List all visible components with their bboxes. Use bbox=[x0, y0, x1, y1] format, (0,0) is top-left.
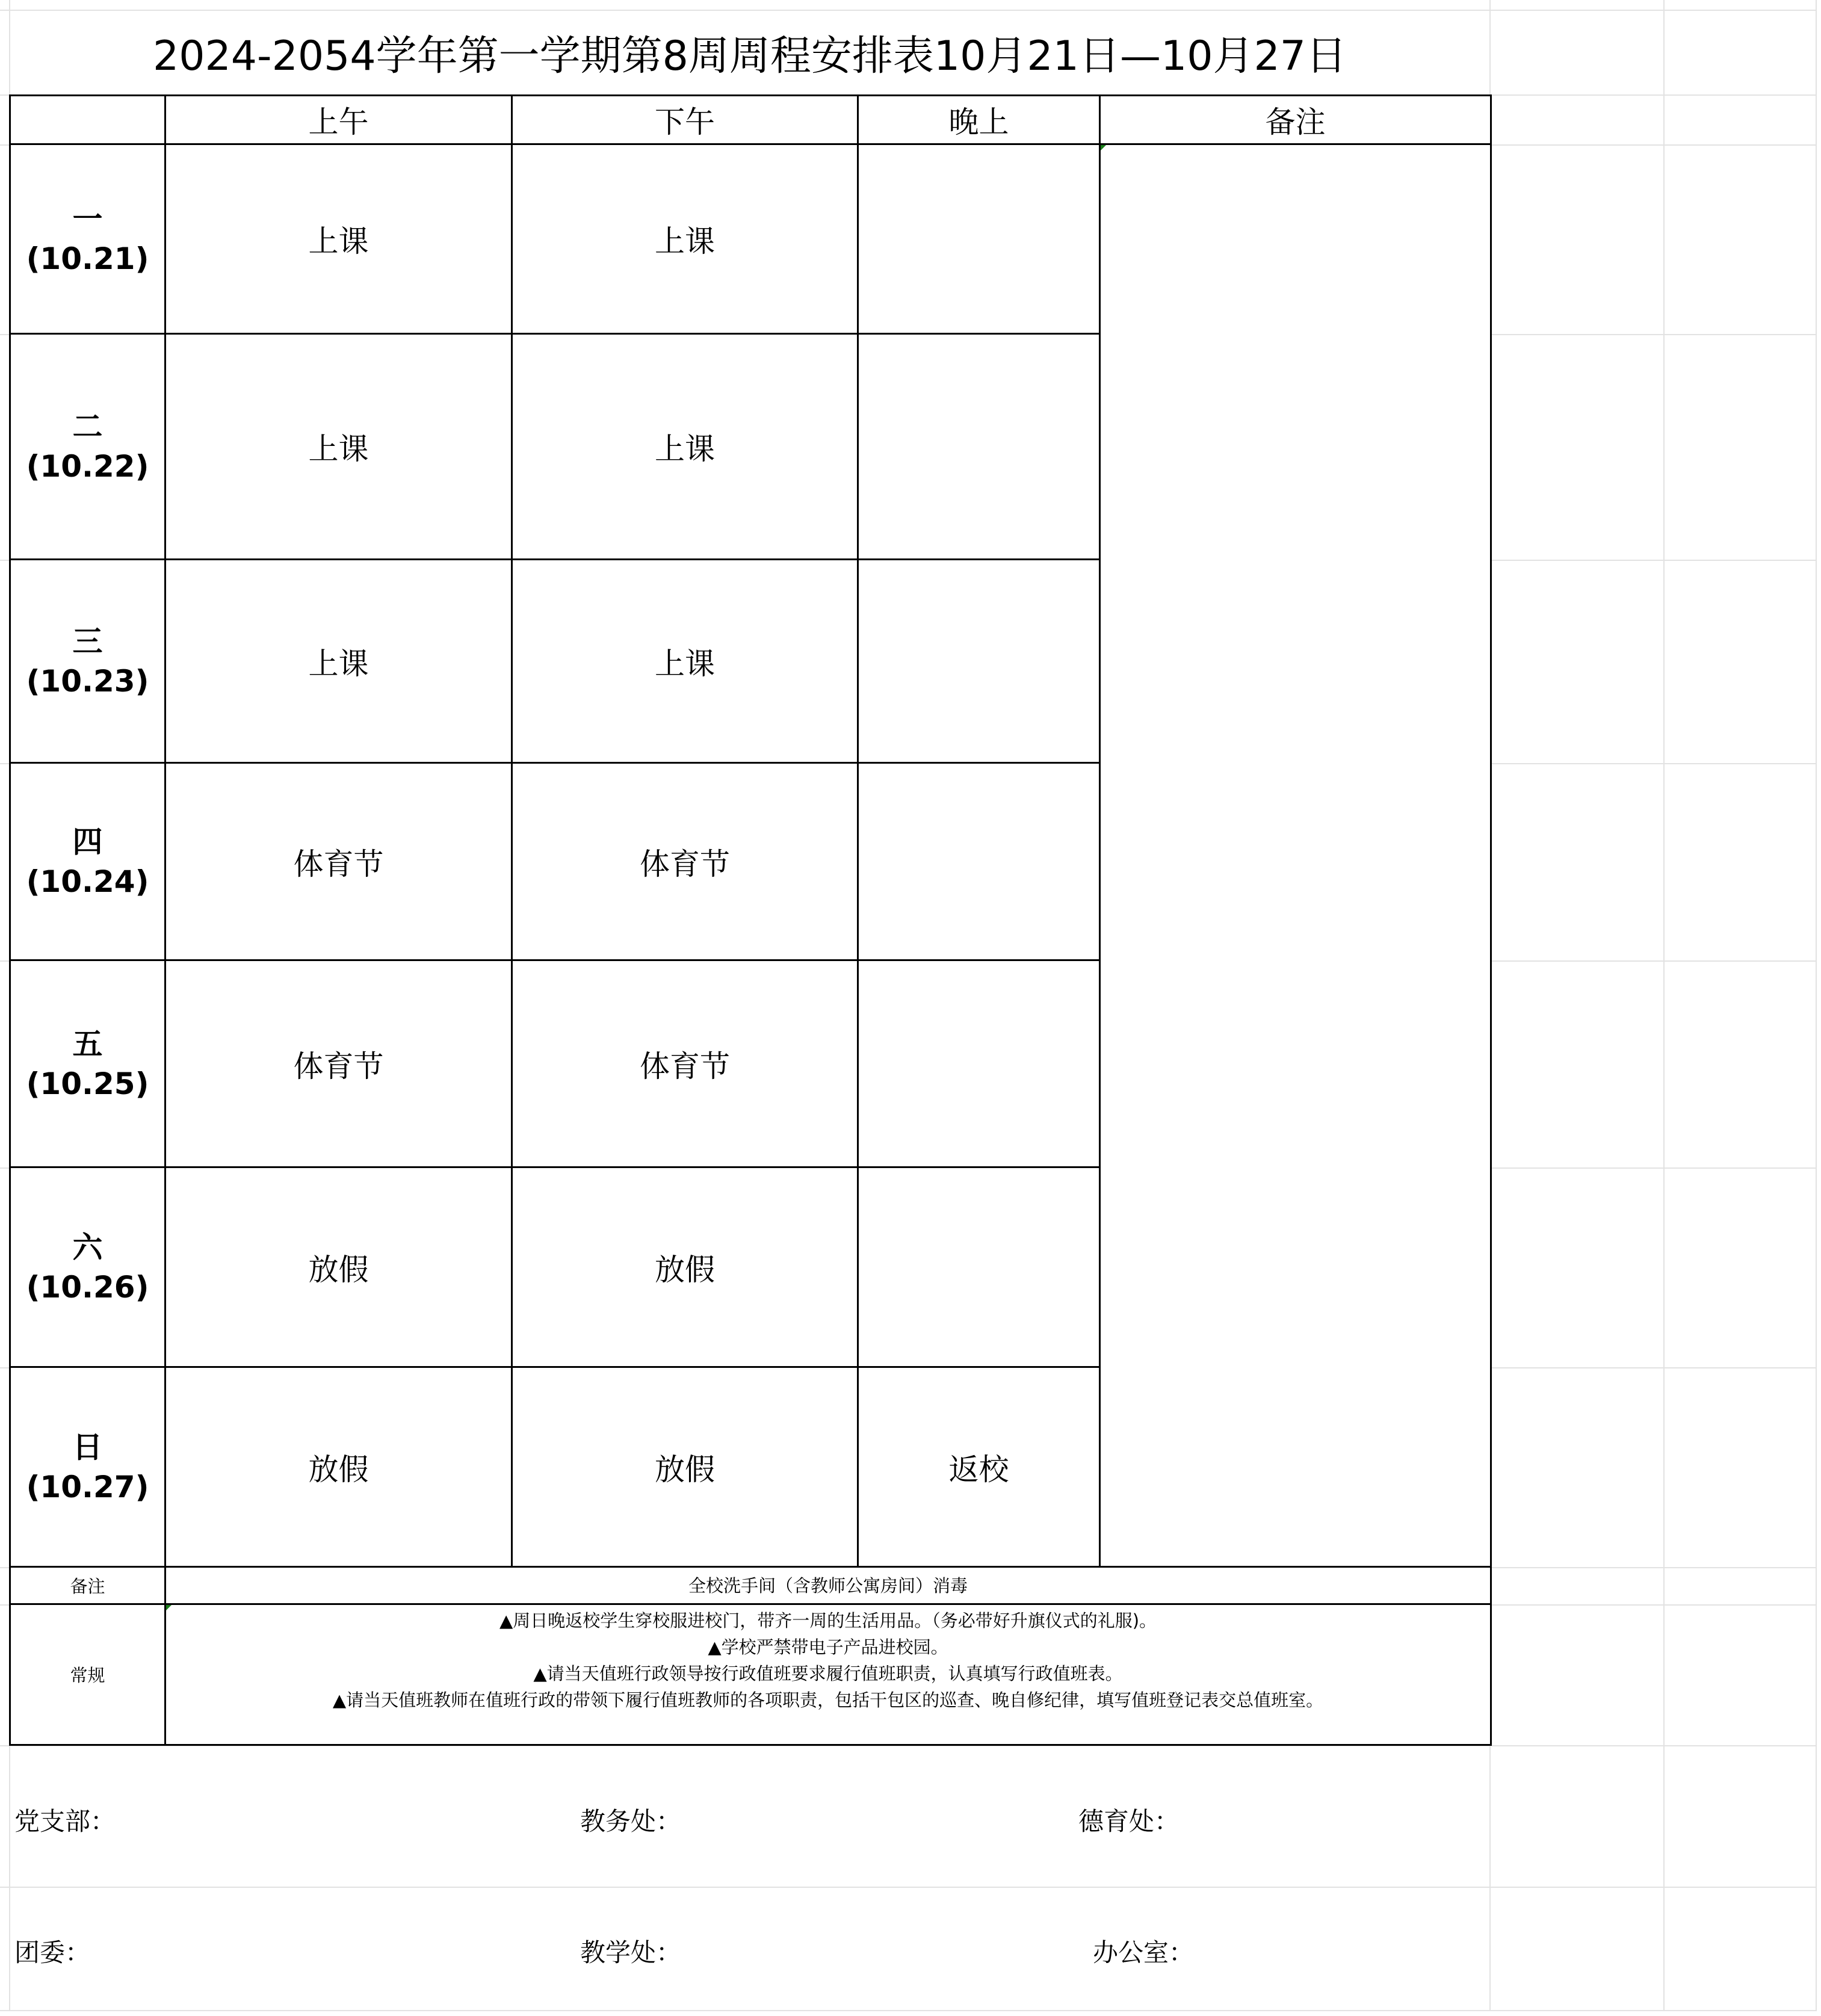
evening-cell[interactable]: 返校 bbox=[858, 1367, 1100, 1567]
page-title: 2024-2054学年第一学期第8周周程安排表10月21日—10月27日 bbox=[152, 32, 1347, 80]
weekday-label: 二 bbox=[72, 409, 103, 444]
schedule-table bbox=[9, 94, 1492, 1746]
remarks-column-cell[interactable] bbox=[1100, 144, 1491, 1567]
weekday-label: 六 bbox=[72, 1229, 103, 1265]
evening-cell[interactable] bbox=[858, 960, 1100, 1167]
cell-comment-marker bbox=[166, 1605, 172, 1610]
remarks-row bbox=[10, 1567, 1491, 1604]
remarks-row-text[interactable]: 全校洗手间（含教师公寓房间）消毒 bbox=[165, 1567, 1491, 1604]
weekday-label: 三 bbox=[72, 623, 103, 659]
rule-line: ▲学校严禁带电子产品进校园。 bbox=[708, 1637, 948, 1657]
weekday-label: 四 bbox=[72, 824, 103, 859]
morning-cell[interactable]: 体育节 bbox=[165, 960, 512, 1167]
afternoon-cell[interactable]: 体育节 bbox=[512, 960, 858, 1167]
morning-cell[interactable]: 上课 bbox=[165, 560, 512, 763]
signature-teaching-office: 教学处： bbox=[580, 1938, 682, 1967]
rule-line: ▲请当天值班行政领导按行政值班要求履行值班职责，认真填写行政值班表。 bbox=[533, 1663, 1123, 1684]
header-evening[interactable]: 晚上 bbox=[858, 96, 1100, 144]
day-row-mon bbox=[10, 144, 1491, 334]
day-cell[interactable] bbox=[10, 560, 165, 763]
weekday-label: 五 bbox=[72, 1026, 103, 1062]
signature-party-branch: 党支部： bbox=[14, 1807, 116, 1836]
date-label: (10.24) bbox=[26, 864, 149, 899]
afternoon-cell[interactable]: 放假 bbox=[512, 1367, 858, 1567]
date-label: (10.21) bbox=[26, 241, 149, 276]
header-morning[interactable]: 上午 bbox=[165, 96, 512, 144]
afternoon-cell[interactable]: 上课 bbox=[512, 334, 858, 560]
day-cell[interactable] bbox=[10, 1167, 165, 1367]
day-cell[interactable] bbox=[10, 960, 165, 1167]
rules-row-label[interactable]: 常规 bbox=[10, 1604, 165, 1745]
morning-cell[interactable]: 放假 bbox=[165, 1367, 512, 1567]
rules-row-content[interactable] bbox=[165, 1604, 1491, 1745]
corner-cell[interactable] bbox=[10, 96, 165, 144]
date-label: (10.27) bbox=[26, 1469, 149, 1504]
rule-line: ▲请当天值班教师在值班行政的带领下履行值班教师的各项职责，包括干包区的巡查、晚自修纪律，填写值班登记表交总值班室。 bbox=[332, 1690, 1324, 1710]
day-cell[interactable] bbox=[10, 334, 165, 560]
rule-line: ▲周日晚返校学生穿校服进校门，带齐一周的生活用品。（务必带好升旗仪式的礼服)。 bbox=[499, 1610, 1157, 1631]
morning-cell[interactable]: 上课 bbox=[165, 144, 512, 334]
morning-cell[interactable]: 体育节 bbox=[165, 763, 512, 960]
header-row bbox=[10, 96, 1491, 144]
afternoon-cell[interactable]: 上课 bbox=[512, 560, 858, 763]
evening-cell[interactable] bbox=[858, 763, 1100, 960]
afternoon-cell[interactable]: 放假 bbox=[512, 1167, 858, 1367]
date-label: (10.22) bbox=[26, 449, 149, 484]
remarks-row-label[interactable]: 备注 bbox=[10, 1567, 165, 1604]
day-cell[interactable] bbox=[10, 763, 165, 960]
date-label: (10.23) bbox=[26, 663, 149, 699]
rules-row bbox=[10, 1604, 1491, 1745]
morning-cell[interactable]: 放假 bbox=[165, 1167, 512, 1367]
weekday-label: 日 bbox=[72, 1429, 103, 1465]
day-cell[interactable] bbox=[10, 1367, 165, 1567]
evening-cell[interactable] bbox=[858, 560, 1100, 763]
header-afternoon[interactable]: 下午 bbox=[512, 96, 858, 144]
afternoon-cell[interactable]: 体育节 bbox=[512, 763, 858, 960]
date-label: (10.25) bbox=[26, 1066, 149, 1101]
cell-comment-marker bbox=[1101, 145, 1106, 150]
evening-cell[interactable] bbox=[858, 144, 1100, 334]
evening-cell[interactable] bbox=[858, 334, 1100, 560]
signature-general-office: 办公室： bbox=[1093, 1938, 1195, 1967]
signature-youth-league: 团委： bbox=[14, 1938, 91, 1967]
signature-moral-education: 德育处： bbox=[1078, 1807, 1180, 1836]
afternoon-cell[interactable]: 上课 bbox=[512, 144, 858, 334]
weekday-label: 一 bbox=[72, 202, 103, 237]
day-cell[interactable] bbox=[10, 144, 165, 334]
evening-cell[interactable] bbox=[858, 1167, 1100, 1367]
header-remarks[interactable]: 备注 bbox=[1100, 96, 1491, 144]
morning-cell[interactable]: 上课 bbox=[165, 334, 512, 560]
date-label: (10.26) bbox=[26, 1269, 149, 1305]
signature-academic-affairs: 教务处： bbox=[580, 1807, 682, 1836]
